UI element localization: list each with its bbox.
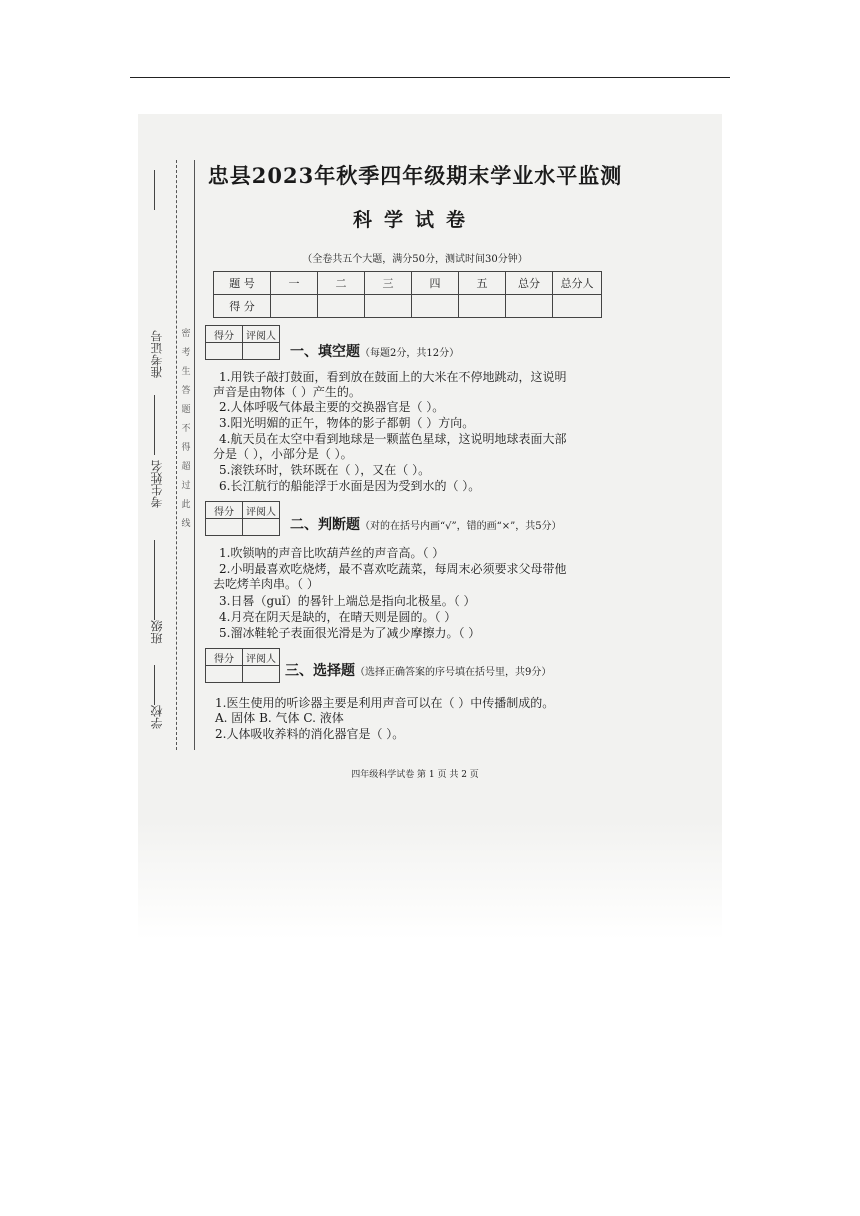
note-char: 线	[181, 519, 191, 529]
grader-box	[205, 325, 280, 360]
note-char: 超	[181, 462, 191, 472]
label-school: 学校	[150, 705, 164, 729]
note-char: 密	[181, 329, 191, 339]
question-line: 去吃烤羊肉串。（ ）	[213, 577, 319, 591]
score-cell	[506, 295, 553, 318]
score-cell	[318, 295, 365, 318]
top-rule	[130, 77, 730, 78]
score-row-label: 得 分	[214, 295, 271, 318]
note-char: 答	[181, 386, 191, 396]
score-header: 总分人	[553, 272, 602, 295]
binding-strip	[150, 160, 198, 750]
section-heading-1	[290, 341, 459, 361]
section-title: 二、判断题	[290, 517, 360, 533]
section-heading-2	[290, 514, 562, 534]
question-line: 4.月亮在阴天是缺的，在晴天则是圆的。（ ）	[219, 610, 457, 624]
binding-note	[180, 325, 192, 534]
scan-fade	[138, 820, 722, 940]
question-line: 1.吹锁呐的声音比吹葫芦丝的声音高。（ ）	[219, 546, 445, 560]
section-hint: （对的在括号内画“√”，错的画“×”，共5分）	[360, 521, 562, 532]
score-cell	[271, 295, 318, 318]
question-line: 4.航天员在太空中看到地球是一颗蓝色星球，这说明地球表面大部	[219, 432, 567, 446]
grader-name-label: 评阅人	[243, 502, 280, 519]
question-line: 5.溜冰鞋轮子表面很光滑是为了减少摩擦力。（ ）	[219, 626, 481, 640]
page-footer: 四年级科学试卷 第 1 页 共 2 页	[351, 770, 479, 780]
question-line: 分是（ ），小部分是（ ）。	[213, 447, 353, 461]
label-exam-number: 准考证号	[150, 330, 164, 378]
exam-subtitle: 科学试卷	[352, 209, 477, 231]
grader-name-label: 评阅人	[243, 326, 280, 343]
section-hint: （选择正确答案的序号填在括号里，共9分）	[355, 667, 552, 678]
question-line: 3.阳光明媚的正午，物体的影子都朝（ ）方向。	[219, 416, 475, 430]
grader-cell	[243, 519, 280, 536]
section-hint: （每题2分，共12分）	[360, 348, 460, 359]
grader-cell	[243, 343, 280, 360]
question-line: 声音是由物体（ ）产生的。	[213, 385, 361, 399]
question-line: 2.人体吸收养料的消化器官是（ ）。	[215, 727, 405, 741]
question-line: 2.小明最喜欢吃烧烤，最不喜欢吃蔬菜，每周末必须要求父母带他	[219, 562, 567, 576]
score-header: 一	[271, 272, 318, 295]
note-char: 考	[181, 348, 191, 358]
note-char: 题	[181, 405, 191, 415]
blank-line	[154, 540, 155, 620]
score-header: 四	[412, 272, 459, 295]
note-char: 得	[181, 443, 191, 453]
score-cell	[553, 295, 602, 318]
grader-score-label: 得分	[206, 649, 243, 666]
note-char: 不	[181, 424, 191, 434]
note-char: 生	[181, 367, 191, 377]
question-line: 2.人体呼吸气体最主要的交换器官是（ ）。	[219, 400, 445, 414]
question-line: 1.用铁子敲打鼓面，看到放在鼓面上的大米在不停地跳动，这说明	[219, 370, 567, 384]
grader-cell	[243, 666, 280, 683]
score-header: 总分	[506, 272, 553, 295]
question-line: A. 固体 B. 气体 C. 液体	[215, 711, 344, 725]
score-cell	[459, 295, 506, 318]
score-table	[213, 271, 602, 318]
exam-title: 忠县2023年秋季四年级期末学业水平监测	[207, 163, 623, 188]
question-line: 6.长江航行的船能浮于水面是因为受到水的（ ）。	[219, 479, 481, 493]
label-student-name: 考生姓名	[150, 460, 164, 508]
grader-cell	[206, 343, 243, 360]
grader-cell	[206, 519, 243, 536]
question-line: 3.日晷（guǐ）的晷针上端总是指向北极星。（ ）	[219, 594, 476, 608]
grader-score-label: 得分	[206, 502, 243, 519]
binding-line	[194, 160, 195, 750]
score-cell	[365, 295, 412, 318]
grader-box	[205, 648, 280, 683]
score-header: 题 号	[214, 272, 271, 295]
question-line: 1.医生使用的听诊器主要是利用声音可以在（ ）中传播制成的。	[215, 696, 555, 710]
section-title: 一、填空题	[290, 344, 360, 360]
grader-box	[205, 501, 280, 536]
note-char: 过	[181, 481, 191, 491]
score-cell	[412, 295, 459, 318]
note-char: 此	[181, 500, 191, 510]
grader-cell	[206, 666, 243, 683]
dashed-cut-line	[176, 160, 177, 750]
exam-note: （全卷共五个大题，满分50分，测试时间30分钟）	[302, 254, 528, 265]
label-class: 班级	[150, 620, 164, 644]
section-heading-3	[285, 660, 551, 680]
grader-score-label: 得分	[206, 326, 243, 343]
score-header: 五	[459, 272, 506, 295]
score-header: 三	[365, 272, 412, 295]
blank-line	[154, 170, 155, 210]
grader-name-label: 评阅人	[243, 649, 280, 666]
question-line: 5.滚铁环时，铁环既在（ ），又在（ ）。	[219, 463, 431, 477]
blank-line	[154, 665, 155, 705]
score-header: 二	[318, 272, 365, 295]
blank-line	[154, 395, 155, 455]
section-title: 三、选择题	[285, 663, 355, 679]
